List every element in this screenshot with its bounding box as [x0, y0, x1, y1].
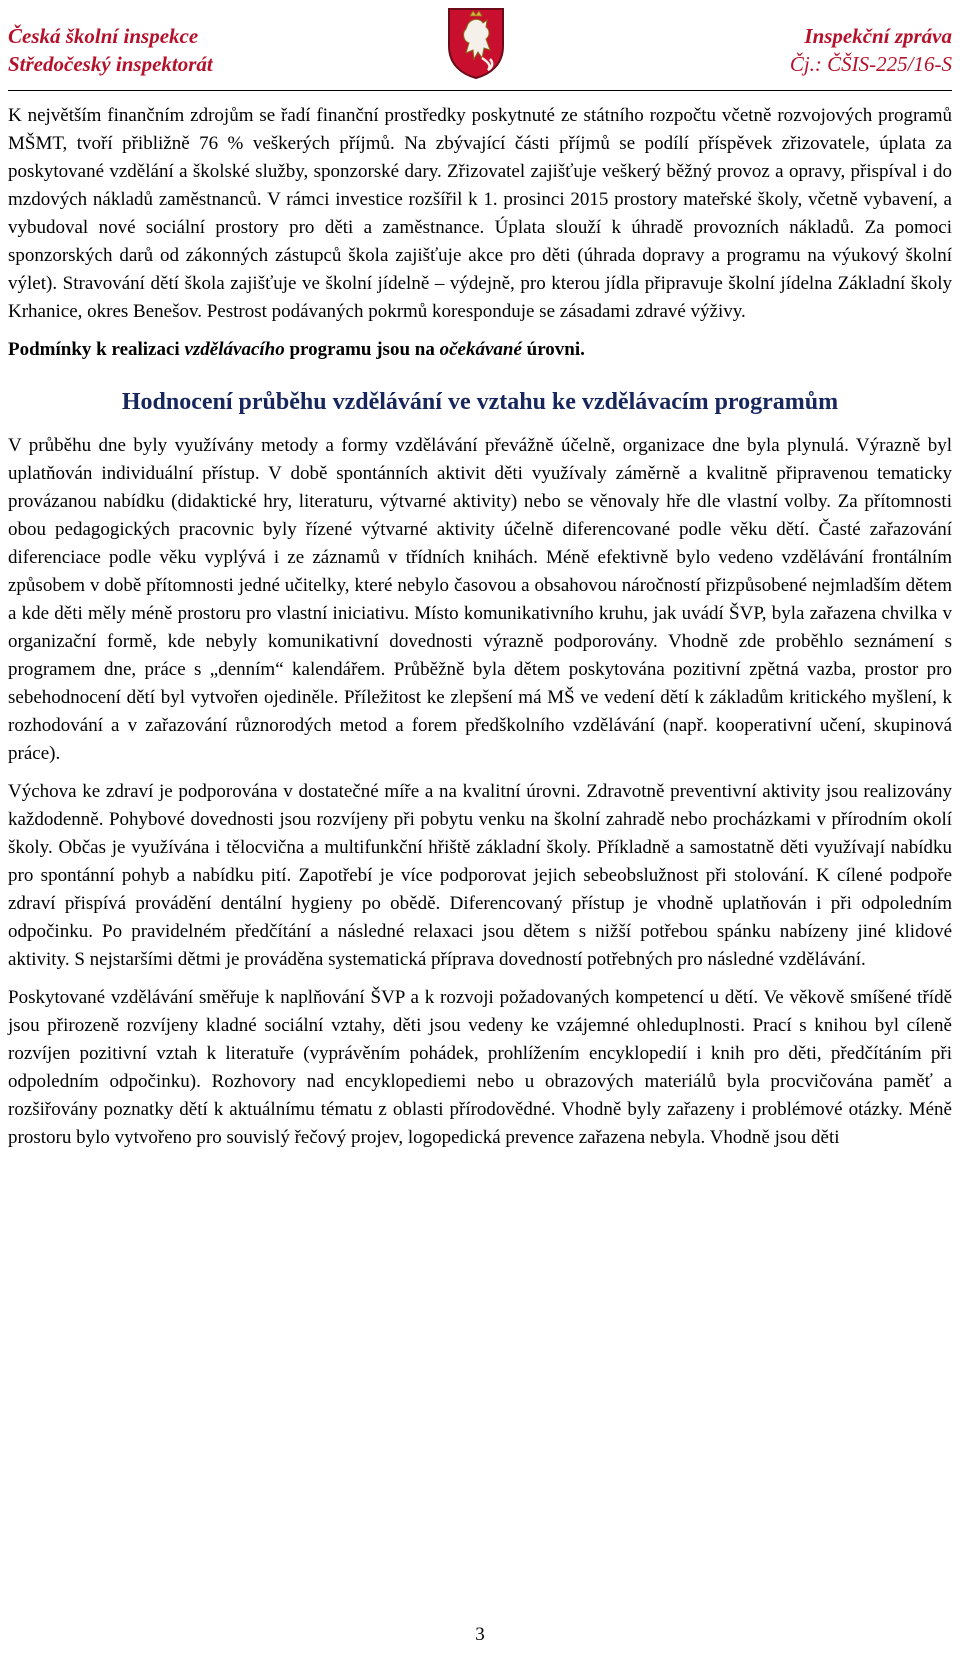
paragraph-financing: K největším finančním zdrojům se řadí finanční prostředky poskytnuté ze státního rozpočtu včetně rozvojových programů MŠMT, tvoří přibližně 76 % veškerých příjmů. Na zbývající části příjmů se podílí příspěvek zřizovatele, úplata za poskytované vzdělání a školské služby, sponzorské dary. Zřizovatel zajišťuje veškerý běžný provoz a opravy, přispíval i do mzdových nákladů zaměstnanců. V rámci investice rozšířil k 1. prosinci 2015 prostory mateřské školy, včetně vybavení, a vybudoval nové sociální prostory pro děti a zaměstnance. Úplata slouží k úhradě provozních nákladů. Za pomoci sponzorských darů od zákonných zástupců škola zajišťuje akce pro děti (úhrada dopravy a programu na výukový školní výlet). Stravování dětí škola zajišťuje ve školní jídelně – výdejně, pro kterou jídla připravuje školní jídelna Základní školy Krhanice, okres Benešov. Pestrost podávaných pokrmů koresponduje se zásadami zdravé výživy. [8, 105, 952, 322]
czech-coat-of-arms-icon [446, 6, 506, 80]
inspectorate-region: Středočeský inspektorát [8, 52, 213, 76]
document-body [8, 102, 952, 1152]
page-header [8, 22, 952, 80]
paragraph-health-education: Výchova ke zdraví je podporována v dostatečné míře a na kvalitní úrovni. Zdravotně preventivní aktivity jsou realizovány každodenně. Pohybové dovednosti jsou rozvíjeny při pobytu venku na školní zahradě nebo procházkami v přírodním okolí školy. Občas je využívána i tělocvična a multifunkční hřiště základní školy. Příkladně a samostatně děti využívají nabídku pro spontánní pohyb a nabídku pití. Zapotřebí je více podporovat jejich sebeobslužnost při stolování. K cílené podpoře zdraví přispívá provádění dentální hygieny po obědě. Diferencovaný přístup je vhodně uplatňován i při odpoledním odpočinku. Po pravidelném předčítání a následné relaxaci jsou dětem s nižší potřebou spánku nabízeny jiné klidové aktivity. S nejstaršími dětmi je prováděna systematická příprava dovedností potřebných pro následné vzdělávání. [8, 781, 952, 970]
institution-name: Česká školní inspekce [8, 24, 199, 48]
reference-number: Čj.: ČŠIS-225/16-S [789, 52, 952, 76]
conditions-conclusion [8, 336, 952, 364]
conclusion-part-1: Podmínky k realizaci [8, 339, 185, 360]
paragraph-competences: Poskytované vzdělávání směřuje k naplňování ŠVP a k rozvoji požadovaných kompetencí u dětí. Ve věkově smíšené třídě jsou přirozeně rozvíjeny kladné sociální vztahy, děti jsou vedeny ke vzájemné ohleduplnosti. Prací s knihou byl cíleně rozvíjen pozitivní vztah k literatuře (vyprávěním pohádek, prohlížením encyklopedií i knih pro děti, předčítáním při odpoledním odpočinku). Rozhovory nad encyklopediemi nebo u obrazových materiálů byla procvičována paměť a rozšiřovány poznatky dětí k aktuálnímu tématu z oblasti přírodovědné. Vhodně byly zařazeny i problémové otázky. Méně prostoru bylo vytvořeno pro souvislý řečový projev, logopedická prevence zařazena nebyla. Vhodně jsou děti [8, 987, 952, 1148]
conclusion-part-3: úrovni. [521, 339, 585, 360]
section-heading: Hodnocení průběhu vzdělávání ve vztahu ke vzdělávacím programům [121, 389, 839, 415]
conclusion-emphasis-1: vzdělávacího [184, 339, 285, 360]
report-identification [790, 22, 952, 78]
conclusion-emphasis-2: očekávané [439, 339, 522, 360]
conclusion-part-2: programu jsou na [284, 339, 440, 360]
page-number: 3 [475, 1624, 485, 1645]
report-type: Inspekční zpráva [804, 24, 952, 48]
inspectorate-name [8, 22, 213, 78]
header-divider [8, 90, 952, 91]
paragraph-education-process: V průběhu dne byly využívány metody a formy vzdělávání převážně účelně, organizace dne byla plynulá. Výrazně byl uplatňován individuální přístup. V době spontánních aktivit děti využívaly záměrně a kvalitně připravenou tematicky provázanou nabídku (didaktické hry, literaturu, výtvarné aktivity) nebo se věnovaly hře dle vlastní volby. Za přítomnosti obou pedagogických pracovnic byly řízené výtvarné aktivity účelně diferencované podle věku dětí. Časté zařazování diferenciace podle věku vyplývá i ze záznamů v třídních knihách. Méně efektivně bylo vedeno vzdělávání frontálním způsobem v době přítomnosti jedné učitelky, které nebylo časovou a obsahovou náročností přizpůsobené nejmladším dětem a kde děti měly méně prostoru pro vlastní iniciativu. Místo komunikativního kruhu, jak uvádí ŠVP, byla zařazena chvilka v organizační formě, kde nebyly komunikativní dovednosti výrazně podporovány. Vhodně zde proběhlo seznámení s programem dne, práce s „denním“ kalendářem. Průběžně byla dětem poskytována pozitivní zpětná vazba, prostor pro sebehodnocení dětí byl vytvořen ojediněle. Příležitost ke zlepšení má MŠ ve vedení dětí k základům kritického myšlení, k rozhodování a v zařazování různorodých metod a forem předškolního vzdělávání (např. kooperativní učení, skupinová práce). [8, 435, 952, 764]
